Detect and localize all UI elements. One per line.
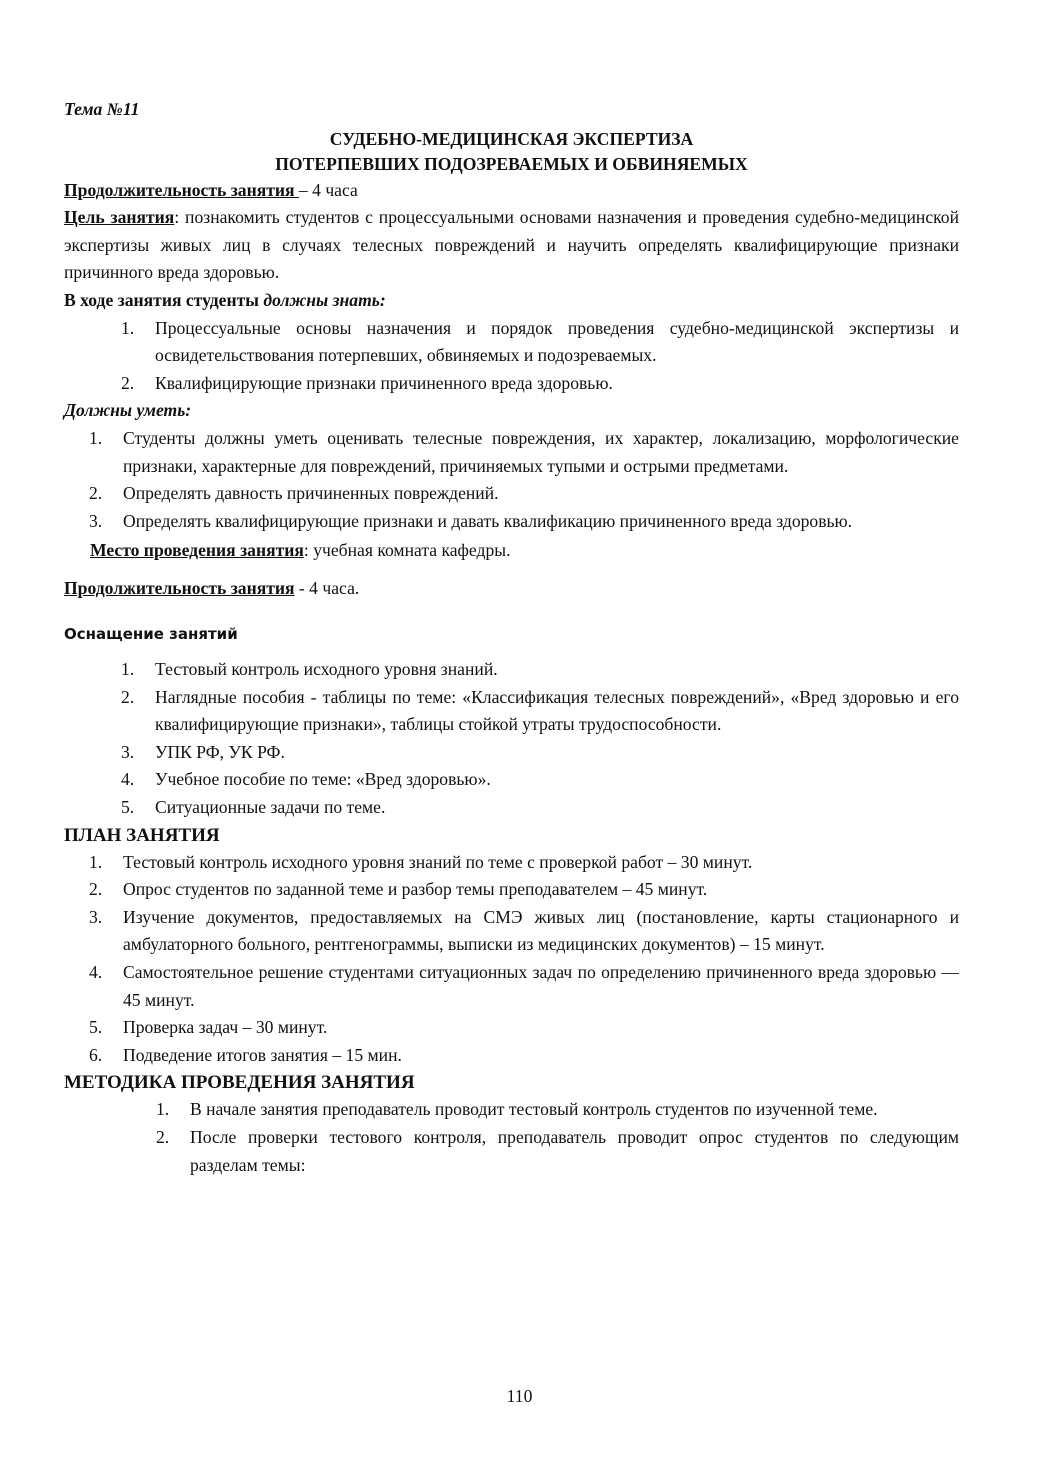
list-item: 1. Студенты должны уметь оценивать телесные повреждения, их характер, локализацию, морфологические признаки, характерные для повреждений, причиняемых тупыми и острыми предметами. <box>89 427 959 476</box>
list-item: 4. Самостоятельное решение студентами ситуационных задач по определению причиненного вреда здоровью — 45 минут. <box>89 962 959 1010</box>
document-title <box>64 127 959 177</box>
list-item: 6. Подведение итогов занятия – 15 мин. <box>89 1044 402 1065</box>
know-heading: В ходе занятия студенты должны знать: <box>64 289 386 310</box>
goal-paragraph <box>64 204 959 287</box>
equipment-heading: Оснащение занятий <box>64 624 238 643</box>
place-line: Место проведения занятия: учебная комната кафедры. <box>90 540 511 561</box>
duration-line-1 <box>64 177 959 205</box>
list-item: 3. Изучение документов, предоставляемых на СМЭ живых лиц (постановление, карты стационарного и амбулаторного больного, рентгенограммы, выписки из медицинских документов) – 15 минут. <box>89 906 959 955</box>
equipment-list <box>64 656 959 822</box>
method-heading: МЕТОДИКА ПРОВЕДЕНИЯ ЗАНЯТИЯ <box>64 1072 415 1094</box>
list-item: 5. Ситуационные задачи по теме. <box>121 797 386 818</box>
method-list <box>64 1096 959 1179</box>
list-item: 2. После проверки тестового контроля, преподаватель проводит опрос студентов по следующим разделам темы: <box>156 1127 959 1175</box>
able-heading: Должны уметь: <box>64 400 192 421</box>
duration-line-2: Продолжительность занятия - 4 часа. <box>64 577 360 598</box>
duration-label: Продолжительность занятия <box>64 179 299 200</box>
list-item: 4. Учебное пособие по теме: «Вред здоровью». <box>121 769 491 790</box>
page-number: 110 <box>506 1386 533 1406</box>
list-item: 1. В начале занятия преподаватель проводит тестовый контроль студентов по изученной теме. <box>156 1099 878 1120</box>
list-item: 2. Наглядные пособия - таблицы по теме: «Классификация телесных повреждений», «Вред здоровью и его квалифицирующие признаки», таблицы стойкой утраты трудоспособности. <box>121 686 959 735</box>
list-item: 2. Опрос студентов по заданной теме и разбор темы преподавателем – 45 минут. <box>89 879 708 900</box>
goal-text: : познакомить студентов с процессуальными основами назначения и проведения судебно-медицинской экспертизы живых лиц в случаях телесных повреждений и научить определять квалифицирующие признаки причинного вреда здоровью. <box>64 207 960 283</box>
list-item: 5. Проверка задач – 30 минут. <box>89 1017 328 1038</box>
goal-label: Цель занятия <box>64 207 175 228</box>
title-line-1: СУДЕБНО-МЕДИЦИНСКАЯ ЭКСПЕРТИЗА <box>329 128 694 149</box>
list-item: 1. Тестовый контроль исходного уровня знаний по теме с проверкой работ – 30 минут. <box>89 851 753 872</box>
list-item: 3. УПК РФ, УК РФ. <box>121 741 285 762</box>
list-item: 2. Определять давность причиненных повреждений. <box>89 483 499 504</box>
plan-list <box>64 849 959 1070</box>
list-item: 1. Процессуальные основы назначения и порядок проведения судебно-медицинской экспертизы и освидетельствования потерпевших, обвиняемых и подозреваемых. <box>121 317 959 366</box>
duration-value: – 4 часа <box>298 179 358 200</box>
plan-heading: ПЛАН ЗАНЯТИЯ <box>64 824 220 846</box>
list-item: 1. Тестовый контроль исходного уровня знаний. <box>121 659 498 680</box>
title-line-2: ПОТЕРПЕВШИХ ПОДОЗРЕВАЕМЫХ И ОБВИНЯЕМЫХ <box>275 153 748 174</box>
able-list <box>64 425 959 535</box>
know-list <box>64 315 959 398</box>
topic-number: Тема №11 <box>64 99 140 119</box>
list-item: 3. Определять квалифицирующие признаки и давать квалификацию причиненного вреда здоровью. <box>89 510 853 531</box>
list-item: 2. Квалифицирующие признаки причиненного вреда здоровью. <box>121 372 613 393</box>
document-page <box>64 96 959 1179</box>
